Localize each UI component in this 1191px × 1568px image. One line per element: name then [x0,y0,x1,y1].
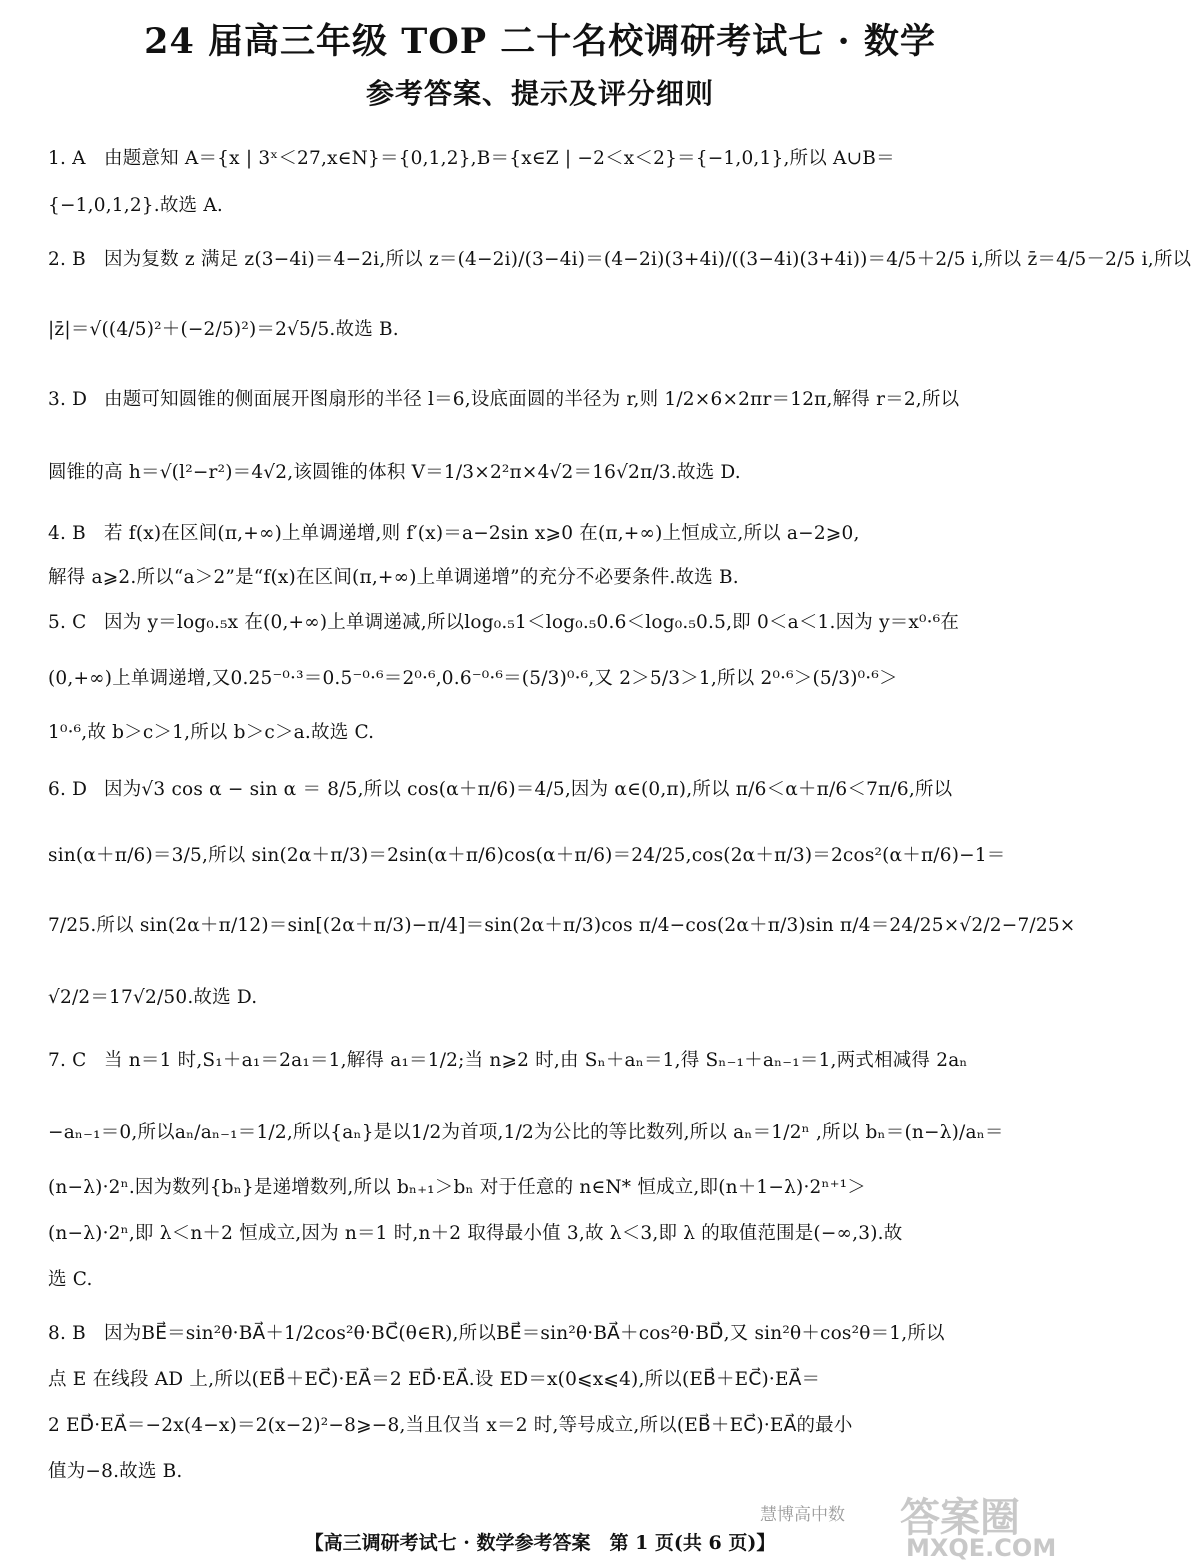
answer-line: 解得 a⩾2.所以“a＞2”是“f(x)在区间(π,+∞)上单调递增”的充分不必要条件.故选 B. [48,567,739,588]
answer-line: 选 C. [48,1269,93,1290]
answer-line: (n−λ)·2ⁿ,即 λ＜n＋2 恒成立,因为 n＝1 时,n＋2 取得最小值 3,故 λ＜3,即 λ 的取值范围是(−∞,3).故 [48,1223,903,1244]
answer-item-2 [48,247,1191,343]
page-title: 24 届高三年级 TOP 二十名校调研考试七 · 数学 [144,21,936,62]
answer-number: 8. B [48,1323,86,1344]
answer-number: 3. D [48,389,88,410]
logo-text: 答案圈 [900,1495,1020,1541]
answer-line: 7/25.所以 sin(2α＋π/12)＝sin[(2α＋π/3)−π/4]＝sin(2α＋π/3)cos π/4−cos(2α＋π/3)sin π/4＝24/25×√2/2−7/25× [48,915,1076,936]
answer-line: (n−λ)·2ⁿ.因为数列{bₙ}是递增数列,所以 bₙ₊₁＞bₙ 对于任意的 n∈N* 恒成立,即(n＋1−λ)·2ⁿ⁺¹＞ [48,1177,866,1198]
answer-number: 4. B [48,523,86,544]
answer-line: 2 ED⃗·EA⃗＝−2x(4−x)＝2(x−2)²−8⩾−8,当且仅当 x＝2 时,等号成立,所以(EB⃗＋EC⃗)·EA⃗的最小 [48,1415,853,1436]
answer-item-1 [48,146,1036,219]
answer-list [48,146,1191,1485]
answer-line: |z̄|＝√((4/5)²＋(−2/5)²)＝2√5/5.故选 B. [48,319,399,340]
page-subtitle: 参考答案、提示及评分细则 [365,77,714,110]
answer-item-7 [48,1048,1036,1293]
answer-line: 1⁰·⁶,故 b＞c＞1,所以 b＞c＞a.故选 C. [48,722,375,743]
answer-number: 2. B [48,249,86,270]
answer-line: 圆锥的高 h＝√(l²−r²)＝4√2,该圆锥的体积 V＝1/3×2²π×4√2＝16√2π/3.故选 D. [48,462,741,483]
answer-line: 若 f(x)在区间(π,+∞)上单调递增,则 f′(x)＝a−2sin x⩾0 在(π,+∞)上恒成立,所以 a−2⩾0, [104,523,860,544]
answer-item-4 [48,521,1036,591]
answer-line: 值为−8.故选 B. [48,1461,183,1482]
answer-line: 因为 y＝log₀.₅x 在(0,+∞)上单调递减,所以log₀.₅1＜log₀.₅0.6＜log₀.₅0.5,即 0＜a＜1.因为 y＝x⁰·⁶在 [104,612,960,633]
answer-line: sin(α＋π/6)＝3/5,所以 sin(2α＋π/3)＝2sin(α＋π/6)cos(α＋π/6)＝24/25,cos(2α＋π/3)＝2cos²(α＋π/6)−1＝ [48,845,1006,866]
answer-line: −aₙ₋₁＝0,所以aₙ/aₙ₋₁＝1/2,所以{aₙ}是以1/2为首项,1/2为公比的等比数列,所以 aₙ＝1/2ⁿ ,所以 bₙ＝(n−λ)/aₙ＝ [48,1122,1004,1143]
answer-line: 因为BE⃗＝sin²θ·BA⃗＋1/2cos²θ·BC⃗(θ∈R),所以BE⃗＝sin²θ·BA⃗＋cos²θ·BD⃗,又 sin²θ＋cos²θ＝1,所以 [104,1323,945,1344]
answer-line: √2/2＝17√2/50.故选 D. [48,987,258,1008]
answer-number: 5. C [48,612,87,633]
wechat-watermark: 慧博高中数 [760,1505,845,1525]
answer-item-5 [48,610,1036,746]
answer-number: 6. D [48,779,88,800]
answer-line: 由题意知 A＝{x | 3ˣ＜27,x∈N}＝{0,1,2},B＝{x∈Z | −2＜x＜2}＝{−1,0,1},所以 A∪B＝ [104,148,895,169]
answer-line: 因为复数 z 满足 z(3−4i)＝4−2i,所以 z＝(4−2i)/(3−4i)＝(4−2i)(3+4i)/((3−4i)(3+4i))＝4/5＋2/5 i,所以 z̄＝4/5－2/5 i,所以 [104,249,1191,270]
logo-domain: MXQE.COM [906,1534,1057,1562]
answer-line: 由题可知圆锥的侧面展开图扇形的半径 l＝6,设底面圆的半径为 r,则 1/2×6×2πr＝12π,解得 r＝2,所以 [104,389,960,410]
answer-line: (0,+∞)上单调递增,又0.25⁻⁰·³＝0.5⁻⁰·⁶＝2⁰·⁶,0.6⁻⁰·⁶＝(5/3)⁰·⁶,又 2＞5/3＞1,所以 2⁰·⁶＞(5/3)⁰·⁶＞ [48,668,898,689]
answer-line: 因为√3 cos α − sin α ＝ 8/5,所以 cos(α＋π/6)＝4/5,因为 α∈(0,π),所以 π/6＜α＋π/6＜7π/6,所以 [104,779,953,800]
answer-number: 1. A [48,148,86,169]
answer-line: {−1,0,1,2}.故选 A. [48,195,223,216]
answer-line: 当 n＝1 时,S₁＋a₁＝2a₁＝1,解得 a₁＝1/2;当 n⩾2 时,由 Sₙ＋aₙ＝1,得 Sₙ₋₁＋aₙ₋₁＝1,两式相减得 2aₙ [104,1050,968,1071]
answer-line: 点 E 在线段 AD 上,所以(EB⃗＋EC⃗)·EA⃗＝2 ED⃗·EA⃗.设 ED＝x(0⩽x⩽4),所以(EB⃗＋EC⃗)·EA⃗＝ [48,1369,821,1390]
answer-number: 7. C [48,1050,87,1071]
answer-item-8 [48,1321,1036,1485]
answer-item-6 [48,777,1076,1011]
answer-item-3 [48,387,1036,486]
page-footer: 【高三调研考试七 · 数学参考答案 第 1 页(共 6 页)】 [304,1532,776,1554]
